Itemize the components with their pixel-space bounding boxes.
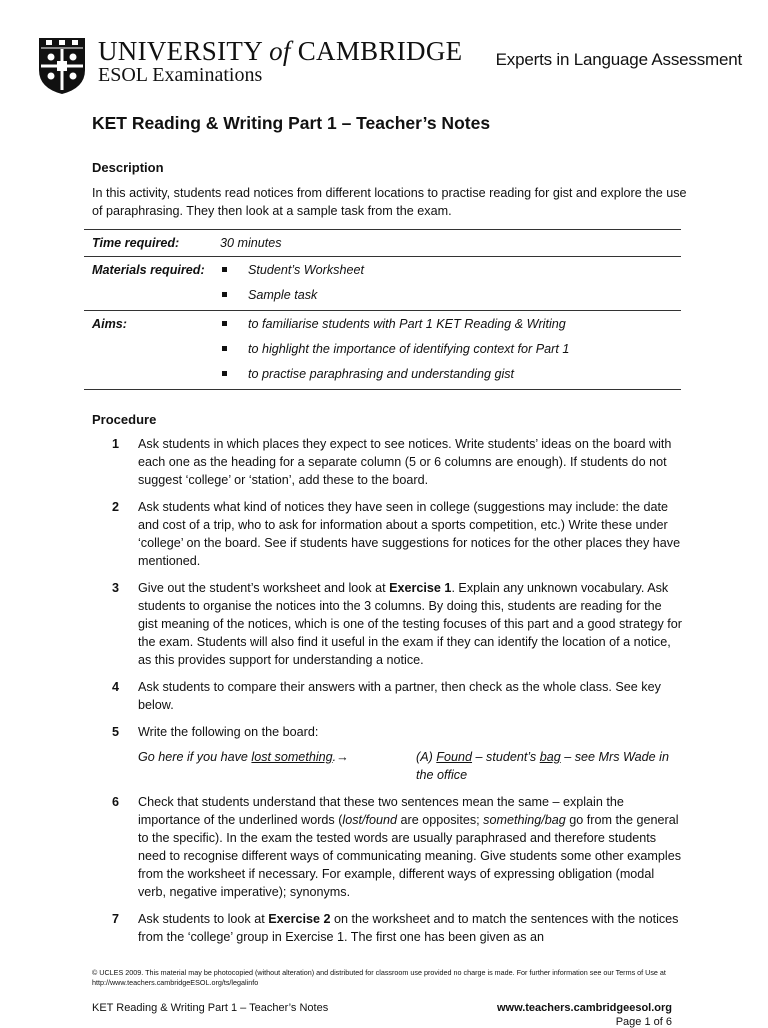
bullet-icon xyxy=(222,371,227,376)
footer-title: KET Reading & Writing Part 1 – Teacher’s Notes xyxy=(92,1002,329,1014)
list-item: to practise paraphrasing and understanding gist xyxy=(220,365,681,383)
list-item: Sample task xyxy=(220,286,681,304)
time-label: Time required: xyxy=(92,236,180,250)
footer-url-link[interactable]: www.teachers.cambridgeesol.org xyxy=(496,1002,672,1014)
materials-label: Materials required: xyxy=(92,263,205,277)
time-value: 30 minutes xyxy=(220,236,282,250)
info-table xyxy=(84,229,681,390)
description-heading: Description xyxy=(92,160,164,175)
procedure-heading: Procedure xyxy=(92,412,157,427)
bullet-icon xyxy=(222,321,227,326)
procedure-step: 3 Give out the student’s worksheet and look at Exercise 1. Explain any unknown vocabulary. Ask students to organise the notices into the 3 columns. By doing this, students are reading for the gist meaning of the notices, which is one of the testing focuses of this part and a good strategy for the exam. Students will also find it useful in the exam if they can identify the location of a notice, as this provides support for understanding a notice. xyxy=(112,581,682,667)
list-item: to highlight the importance of identifying context for Part 1 xyxy=(220,340,681,358)
procedure-step: 7 Ask students to look at Exercise 2 on the worksheet and to match the sentences with the notices from the ‘college’ group in Exercise 1. The first one has been given as an xyxy=(112,912,679,944)
materials-row xyxy=(84,256,681,310)
example-sentences: Go here if you have lost something.→ (A) Found – student’s bag – see Mrs Wade in the office xyxy=(138,750,669,782)
list-item: to familiarise students with Part 1 KET Reading & Writing xyxy=(220,315,681,333)
procedure-step: 1 Ask students in which places they expect to see notices. Write students’ ideas on the board with each one as the heading for a separate column (5 or 6 columns are enough). If students do not suggest ‘college’ or ‘station’, add these to the board. xyxy=(112,437,672,487)
procedure-step: 4 Ask students to compare their answers with a partner, then check as the whole class. See key below. xyxy=(112,680,661,712)
bullet-icon xyxy=(222,292,227,297)
aims-list xyxy=(220,315,681,383)
materials-list xyxy=(220,261,681,304)
page-title: KET Reading & Writing Part 1 – Teacher’s Notes xyxy=(92,113,491,133)
procedure-step: 2 Ask students what kind of notices they have seen in college (suggestions may include: the date and cost of a trip, who to ask for information about a sports competition, etc.) Write these under ‘college’ on the board. See if students have suggestions for notices for the other places they have mentioned. xyxy=(112,500,681,568)
bullet-icon xyxy=(222,346,227,351)
tagline: Experts in Language Assessment xyxy=(495,50,742,69)
procedure-step: 6 Check that students understand that these two sentences mean the same – explain the importance of the underlined words (lost/found are opposites; something/bag go from the general to the specific). In the exam the tested words are usually paraphrased and therefore students need to recognise different ways of communicating meaning. Give students some other examples from the worksheet if necessary. For example, different ways of expressing obligation (modal verb, negative imperative); synonyms. xyxy=(112,795,681,899)
aims-row xyxy=(84,310,681,390)
copyright-notice: © UCLES 2009. This material may be photocopied (without alteration) and distributed for classroom use provided no charge is made. For further information see our Terms of Use at http://www.teachers.cambridgeESOL.org/ts/legalinfo xyxy=(92,968,666,987)
page-number: Page 1 of 6 xyxy=(615,1016,672,1028)
description-text: In this activity, students read notices from different locations to practise reading for gist and explore the use of paraphrasing. They then look at a sample task from the exam. xyxy=(92,186,687,218)
cambridge-crest-icon xyxy=(37,36,87,96)
aims-label: Aims: xyxy=(92,317,127,331)
procedure-step: 5 Write the following on the board: Go here if you have lost something.→ (A) Found – student’s bag – see Mrs Wade in the office xyxy=(112,723,682,784)
list-item: Student’s Worksheet xyxy=(220,261,681,279)
university-title: UNIVERSITY of CAMBRIDGE xyxy=(98,36,463,66)
procedure-list xyxy=(112,435,682,955)
bullet-icon xyxy=(222,267,227,272)
university-subtitle: ESOL Examinations xyxy=(98,64,263,86)
time-row xyxy=(84,229,681,256)
